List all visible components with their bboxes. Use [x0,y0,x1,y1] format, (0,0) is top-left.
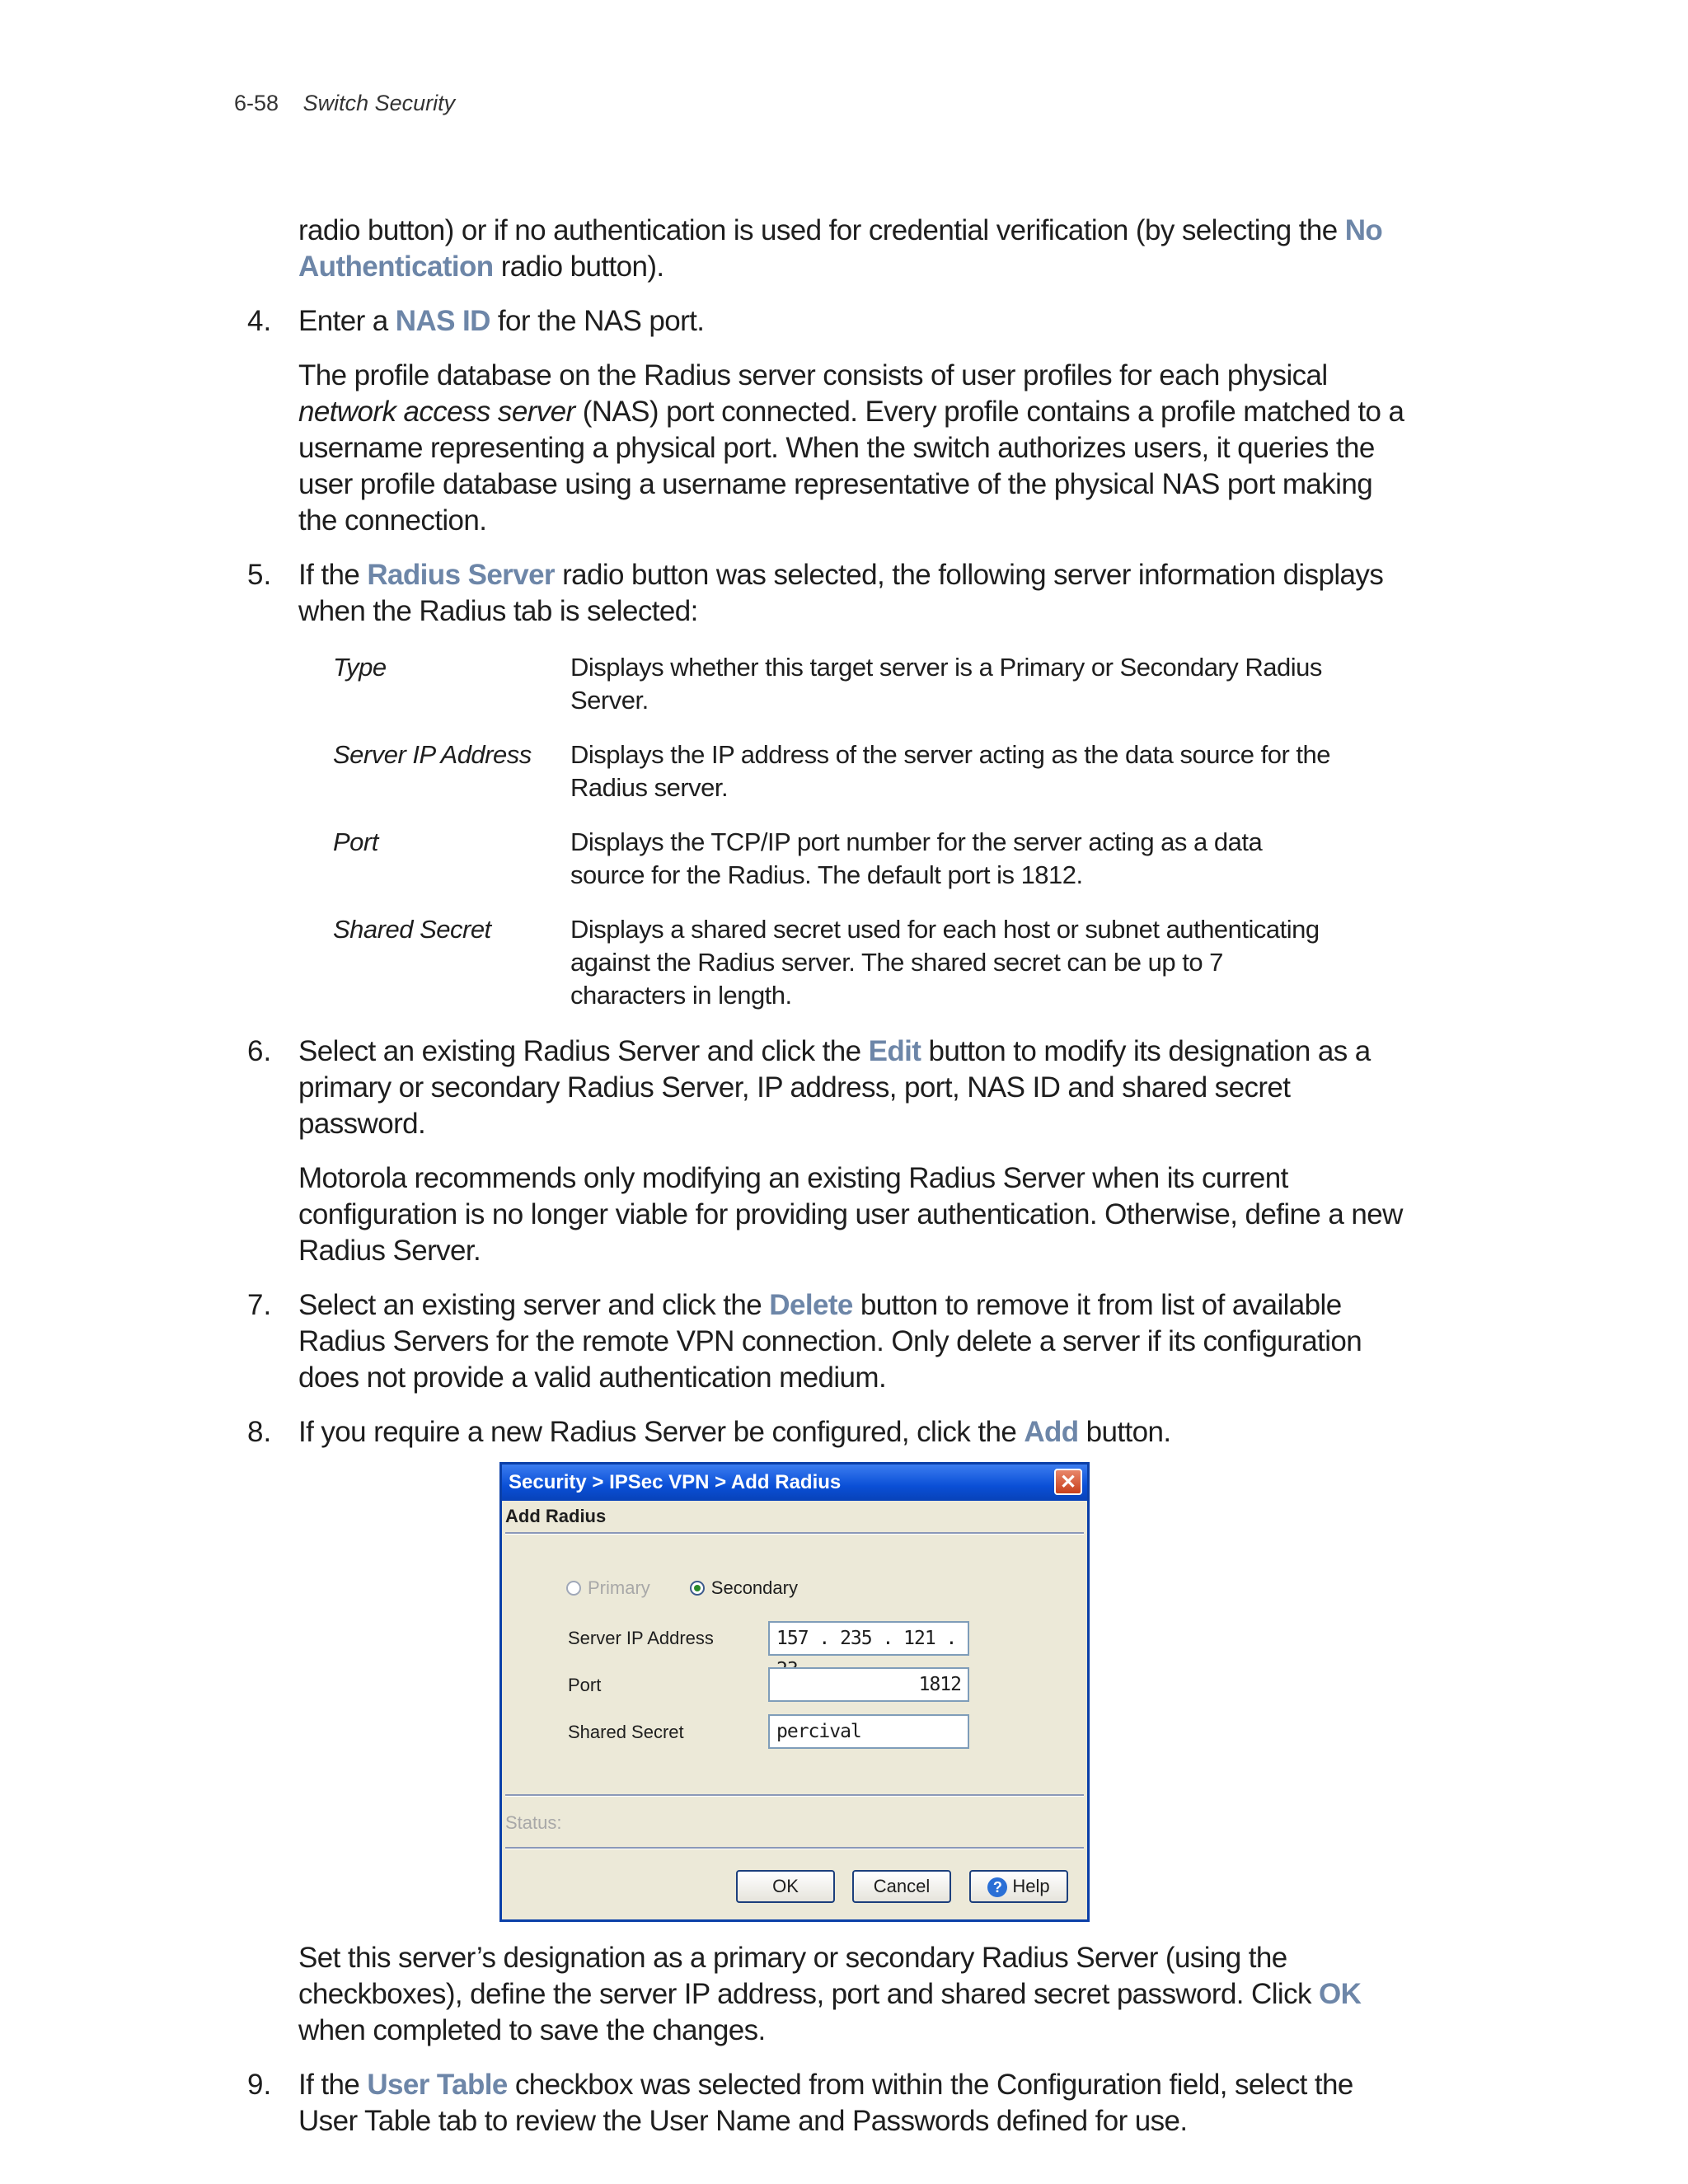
help-icon: ? [987,1877,1007,1897]
cancel-button[interactable]: Cancel [852,1870,951,1903]
definition-row: Type Displays whether this target server is a Primary or Secondary Radius Server. [333,653,1322,715]
step-8 [234,1414,1404,1451]
step-number: 7. [247,1289,272,1321]
keyword-ok: OK [1319,1978,1362,2010]
step-text: Enter a NAS ID for the NAS port. [298,305,705,337]
dialog-title: Security > IPSec VPN > Add Radius [509,1471,842,1493]
ok-button[interactable]: OK [736,1870,835,1903]
status-label: Status: [505,1812,562,1833]
step-text: Select an existing Radius Server and click the Edit button to modify its designation as a primary or secondary Radius Server, IP address, port, NAS ID and shared secret password. [298,1035,1371,1140]
step-5 [234,557,1404,630]
dialog-titlebar [502,1465,1087,1501]
divider [505,1794,1084,1797]
step-text: Select an existing server and click the Delete button to remove it from list of available Radius Servers for the remote VPN connection. Only delete a server if its configuration does not provide a valid authentication medium. [298,1289,1362,1394]
step-6-note: Motorola recommends only modifying an existing Radius Server when its current configuration is no longer viable for providing user authentication. Otherwise, define a new Radius Server. [298,1162,1403,1267]
after-dialog-paragraph: Set this server’s designation as a primary or secondary Radius Server (using the checkboxes), define the server IP address, port and shared secret password. Click OK when completed to save the changes. [298,1942,1362,2046]
step-number: 6. [247,1035,272,1067]
secondary-label: Secondary [710,1577,798,1598]
step-text: If the User Table checkbox was selected from within the Configuration field, select the User Table tab to review the User Name and Passwords defined for use. [298,2069,1353,2137]
step-number: 5. [247,559,272,591]
type-radio-group [566,1577,798,1599]
port-field[interactable]: 1812 [768,1667,969,1702]
keyword-radius-server: Radius Server [367,559,555,591]
keyword-add: Add [1024,1416,1079,1448]
step-7 [234,1287,1404,1396]
keyword-delete: Delete [769,1289,853,1321]
step-6 [234,1033,1404,1269]
server-ip-label: Server IP Address [568,1628,714,1648]
step-4 [234,303,1404,539]
keyword-user-table: User Table [367,2069,508,2101]
dialog-subtitle: Add Radius [505,1506,607,1526]
step-number: 4. [247,305,272,337]
definitions-table [333,651,1330,1033]
primary-radio[interactable] [566,1581,581,1596]
close-icon[interactable]: ✕ [1054,1469,1082,1495]
page-header [234,91,455,116]
step-text: If you require a new Radius Server be configured, click the Add button. [298,1416,1171,1448]
keyword-nas-id: NAS ID [395,305,490,337]
definition-row: Shared Secret Displays a shared secret used for each host or subnet authenticating against the Radius server. The shared secret can be up to 7 characters in length. [333,915,1320,1010]
shared-secret-label: Shared Secret [568,1722,684,1742]
shared-secret-field[interactable]: percival [768,1714,969,1749]
add-radius-dialog [499,1462,1090,1922]
secondary-radio[interactable] [690,1581,705,1596]
divider [505,1532,1084,1535]
port-label: Port [568,1675,602,1695]
step-number: 9. [247,2069,272,2101]
server-ip-field[interactable]: 157 . 235 . 121 . [768,1621,969,1656]
section-title: Switch Security [302,91,456,115]
help-button[interactable] [969,1870,1068,1903]
help-label: Help [1012,1876,1050,1896]
intro-paragraph: radio button) or if no authentication is used for credential verification (by selecting the No Authentication radio button). [298,214,1383,283]
primary-label: Primary [588,1577,650,1598]
definition-row: Server IP Address Displays the IP address of the server acting as the data source for the Radius server. [333,740,1331,802]
step-9 [234,2067,1404,2139]
definition-row: Port Displays the TCP/IP port number for the server acting as a data source for the Radius. The default port is 1812. [333,827,1263,889]
step-number: 8. [247,1416,272,1448]
page-body [234,213,1404,2139]
divider [505,1847,1084,1849]
step-text: If the Radius Server radio button was selected, the following server information displays when the Radius tab is selected: [298,559,1384,627]
keyword-no-authentication: No Authentication [298,214,1383,283]
page-number: 6-58 [234,91,279,115]
step-4-detail: The profile database on the Radius server consists of user profiles for each physical network access server (NAS) port connected. Every profile contains a profile matched to a username representing a physical port. When the switch authorizes users, it queries the user profile database using a username representative of the physical NAS port making the connection. [298,359,1404,537]
keyword-edit: Edit [868,1035,921,1067]
